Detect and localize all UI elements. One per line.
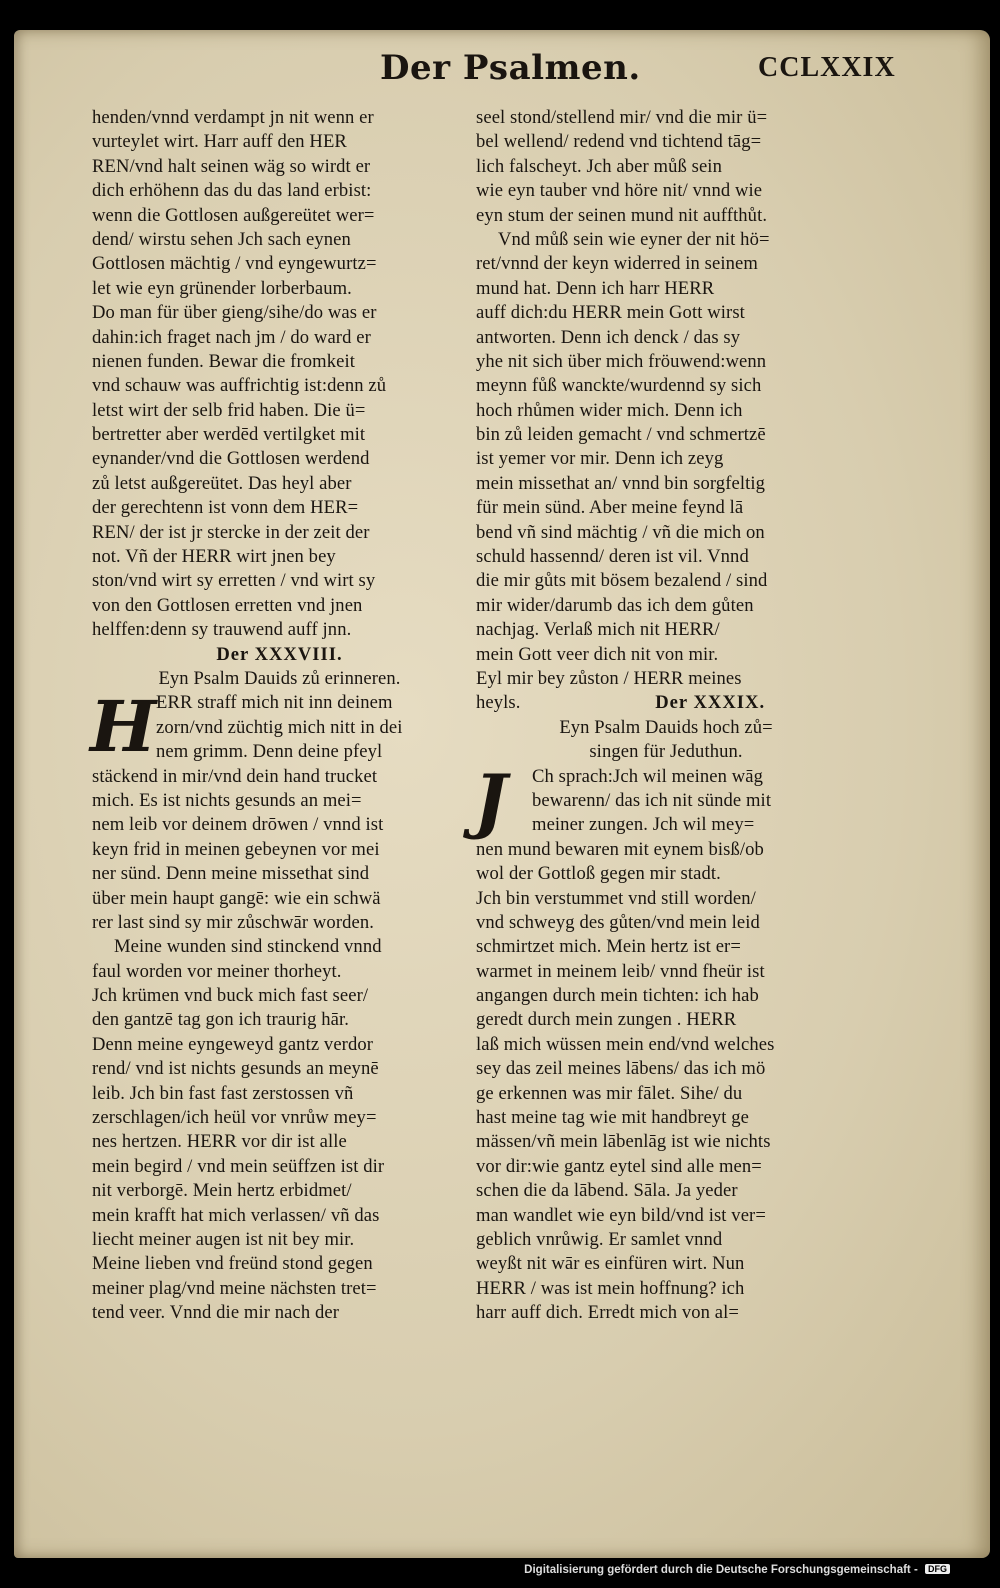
text-line: lich falscheyt. Jch aber můß sein — [476, 155, 722, 177]
text-line: der gerechtenn ist vonn dem HER= — [92, 497, 359, 519]
psalm-39-heading: Der XXXIX. — [655, 692, 766, 714]
text-line: warmet in meinem leib/ vnnd fheür ist — [476, 960, 765, 982]
text-line: schmirtzet mich. Mein hertz ist er= — [476, 936, 741, 958]
text-line: nen mund bewaren mit eynem bisß/ob — [476, 838, 764, 860]
psalm-39-title-1: Eyn Psalm Dauids hoch zů= — [559, 716, 773, 738]
text-line: schen die da lābend. Sāla. Ja yeder — [476, 1180, 738, 1202]
text-line: nes hertzen. HERR vor dir ist alle — [92, 1131, 347, 1153]
text-line: geredt durch mein zungen . HERR — [476, 1009, 737, 1031]
text-line: bin zů leiden gemacht / vnd schmertzē — [476, 424, 766, 446]
text-line: liecht meiner augen ist nit bey mir. — [92, 1228, 355, 1250]
digitization-credit — [524, 1564, 950, 1576]
text-line: ist yemer vor mir. Denn ich zeyg — [476, 448, 724, 470]
text-line: angangen durch mein tichten: ich hab — [476, 985, 759, 1007]
text-line: bertretter aber werdēd vertilgket mit — [92, 424, 366, 446]
text-line: eyn stum der seinen mund nit auffthůt. — [476, 204, 768, 226]
text-line: letst wirt der selb frid haben. Die ü= — [92, 399, 366, 421]
text-line: nit verborgē. Mein hertz erbidmet/ — [92, 1180, 352, 1202]
right-text-before — [476, 106, 856, 691]
running-head — [0, 48, 1000, 98]
text-line: rend/ vnd ist nichts gesunds an meynē — [92, 1058, 379, 1080]
left-text-before — [92, 106, 467, 643]
text-line: bend vñ sind mächtig / vñ die mich on — [476, 521, 765, 543]
text-line: Ch sprach:Jch wil meinen wāg — [532, 765, 764, 787]
text-line: keyn frid in meinen gebeynen vor mei — [92, 838, 380, 860]
text-line: bel wellend/ redend vnd tichtend tāg= — [476, 131, 762, 153]
drop-cap-initial: J — [474, 758, 508, 842]
text-line: bewarenn/ das ich nit sünde mit — [532, 789, 772, 811]
text-line: mir wider/darumb das ich dem gůten — [476, 594, 754, 616]
text-line: mässen/vñ mein lābenlāg ist wie nichts — [476, 1131, 771, 1153]
text-line: henden/vnnd verdampt jn nit wenn er — [92, 107, 374, 128]
text-line: nienen funden. Bewar die fromkeit — [92, 350, 356, 372]
text-line: auff dich:du HERR mein Gott wirst — [476, 302, 745, 324]
text-line: mein begird / vnd mein seüffzen ist dir — [92, 1155, 385, 1177]
text-line: stäckend in mir/vnd dein hand trucket — [92, 765, 378, 787]
folio-number: CCLXXIX — [758, 52, 896, 83]
text-line: ret/vnnd der keyn widerred in seinem — [476, 253, 758, 275]
psalm-39-initial-block — [474, 758, 856, 842]
text-line: Jch krümen vnd buck mich fast seer/ — [92, 985, 369, 1007]
text-line: Denn meine eyngeweyd gantz verdor — [92, 1033, 374, 1055]
text-line: leib. Jch bin fast fast zerstossen vñ — [92, 1082, 354, 1104]
text-line: Vnd můß sein wie eyner der nit hö= — [498, 228, 770, 250]
text-line: vnd schweyg des gůten/vnd mein leid — [476, 911, 760, 933]
text-line: REN/vnd halt seinen wäg so wirdt er — [92, 155, 371, 177]
text-line: rer last sind sy mir zůschwār worden. — [92, 911, 375, 933]
text-line: Do man für über gieng/sihe/do was er — [92, 302, 377, 324]
text-line: dich erhöhenn das du das land erbist: — [92, 180, 372, 202]
text-line: seel stond/stellend mir/ vnd die mir ü= — [476, 107, 768, 128]
text-line: REN/ der ist jr stercke in der zeit der — [92, 521, 370, 543]
text-line: zerschlagen/ich heül vor vnrůw mey= — [92, 1107, 377, 1129]
text-line: mein Gott veer dich nit von mir. — [476, 643, 719, 665]
text-line: hoch rhůmen wider mich. Denn ich — [476, 399, 743, 421]
left-text-after — [92, 765, 467, 1326]
text-line: ge erkennen was mir fālet. Sihe/ du — [476, 1082, 743, 1104]
psalm-39-title-2: singen für Jeduthun. — [589, 741, 743, 763]
text-line: hast meine tag wie mit handbreyt ge — [476, 1107, 750, 1129]
text-line: vurteylet wirt. Harr auff den HER — [92, 131, 347, 153]
right-column — [476, 106, 856, 1326]
text-line: mund hat. Denn ich harr HERR — [476, 277, 715, 299]
text-line: tend veer. Vnnd die mir nach der — [92, 1302, 340, 1324]
text-line: ston/vnd wirt sy erretten / vnd wirt sy — [92, 570, 376, 592]
running-title: Der Psalmen. — [380, 48, 641, 88]
left-column — [92, 106, 467, 1326]
psalm-38-title: Eyn Psalm Dauids zů erinneren. — [158, 667, 401, 689]
text-line: Gottlosen mächtig / vnd eyngewurtz= — [92, 253, 377, 275]
text-line: Eyl mir bey zůston / HERR meines — [476, 667, 742, 689]
text-line: zů letst außgereütet. Das heyl aber — [92, 472, 352, 494]
psalm-38-heading: Der XXXVIII. — [216, 643, 343, 665]
text-line: helffen:denn sy trauwend auff jnn. — [92, 619, 352, 641]
text-line: schuld hassennd/ deren ist vil. Vnnd — [476, 546, 749, 568]
credit-text: Digitalisierung gefördert durch die Deutsche Forschungsgemeinschaft - — [524, 1564, 918, 1576]
text-line: meiner plag/vnd meine nächsten tret= — [92, 1277, 377, 1299]
text-line: not. Vñ der HERR wirt jnen bey — [92, 546, 336, 568]
text-line: yhe nit sich über mich fröuwend:wenn — [476, 350, 767, 372]
text-line: vnd schauw was auffrichtig ist:denn zů — [92, 375, 387, 397]
text-line: meynn fůß wanckte/wurdennd sy sich — [476, 375, 762, 397]
text-line: den gantzē tag gon ich traurig hār. — [92, 1009, 350, 1031]
text-line: faul worden vor meiner thorheyt. — [92, 960, 342, 982]
text-line: ner sünd. Denn meine missethat sind — [92, 863, 370, 885]
text-line: für mein sünd. Aber meine feynd lā — [476, 497, 744, 519]
text-line: mein krafft hat mich verlassen/ vñ das — [92, 1204, 380, 1226]
text-line: wol der Gottloß gegen mir stadt. — [476, 863, 721, 885]
text-line: wenn die Gottlosen außgereütet wer= — [92, 204, 375, 226]
text-line: Jch bin verstummet vnd still worden/ — [476, 887, 756, 909]
text-line: nachjag. Verlaß mich nit HERR/ — [476, 619, 720, 641]
text-line: geblich vnrůwig. Er samlet vnnd — [476, 1228, 723, 1250]
text-line: mein missethat an/ vnnd bin sorgfeltig — [476, 472, 766, 494]
text-line: harr auff dich. Erredt mich von al= — [476, 1302, 740, 1324]
text-line: meiner zungen. Jch wil mey= — [532, 814, 755, 836]
text-line: vor dir:wie gantz eytel sind alle men= — [476, 1155, 762, 1177]
text-line: nem grimm. Denn deine pfeyl — [156, 741, 383, 763]
left-initial-lines — [156, 691, 467, 764]
text-line: ERR straff mich nit inn deinem — [156, 692, 393, 714]
text-line: Meine wunden sind stinckend vnnd — [114, 936, 382, 958]
text-line: sey das zeil meines lābens/ das ich mö — [476, 1058, 766, 1080]
text-line: von den Gottlosen erretten vnd jnen — [92, 594, 363, 616]
right-text-after — [476, 838, 856, 1326]
text-line: über mein haupt gangē: wie ein schwä — [92, 887, 381, 909]
text-line: die mir gůts mit bösem bezalend / sind — [476, 570, 768, 592]
text-line: dahin:ich fraget nach jm / do ward er — [92, 326, 371, 348]
text-line: laß mich wüssen mein end/vnd welches — [476, 1033, 775, 1055]
text-line: weyßt nit wār es einfüren wirt. Nun — [476, 1253, 745, 1275]
psalm-38-initial-block — [90, 685, 467, 769]
drop-cap-initial: H — [90, 685, 157, 769]
right-initial-lines — [532, 765, 856, 838]
text-line: mich. Es ist nichts gesunds an mei= — [92, 789, 362, 811]
psalm-39-heading-line — [476, 691, 856, 715]
text-line: wie eyn tauber vnd höre nit/ vnnd wie — [476, 180, 763, 202]
text-line: eynander/vnd die Gottlosen werdend — [92, 448, 370, 470]
text-line: nem leib vor deinem drōwen / vnnd ist — [92, 814, 384, 836]
text-line: let wie eyn grünender lorberbaum. — [92, 277, 352, 299]
text-line: antworten. Denn ich denck / das sy — [476, 326, 741, 348]
dfg-logo: DFG — [925, 1564, 950, 1574]
text-line: Meine lieben vnd freünd stond gegen — [92, 1253, 373, 1275]
line-text: heyls. — [476, 692, 521, 714]
text-line: man wandlet wie eyn bild/vnd ist ver= — [476, 1204, 766, 1226]
text-line: zorn/vnd züchtig mich nitt in dei — [156, 716, 403, 738]
text-line: dend/ wirstu sehen Jch sach eynen — [92, 228, 351, 250]
text-line: HERR / was ist mein hoffnung? ich — [476, 1277, 745, 1299]
